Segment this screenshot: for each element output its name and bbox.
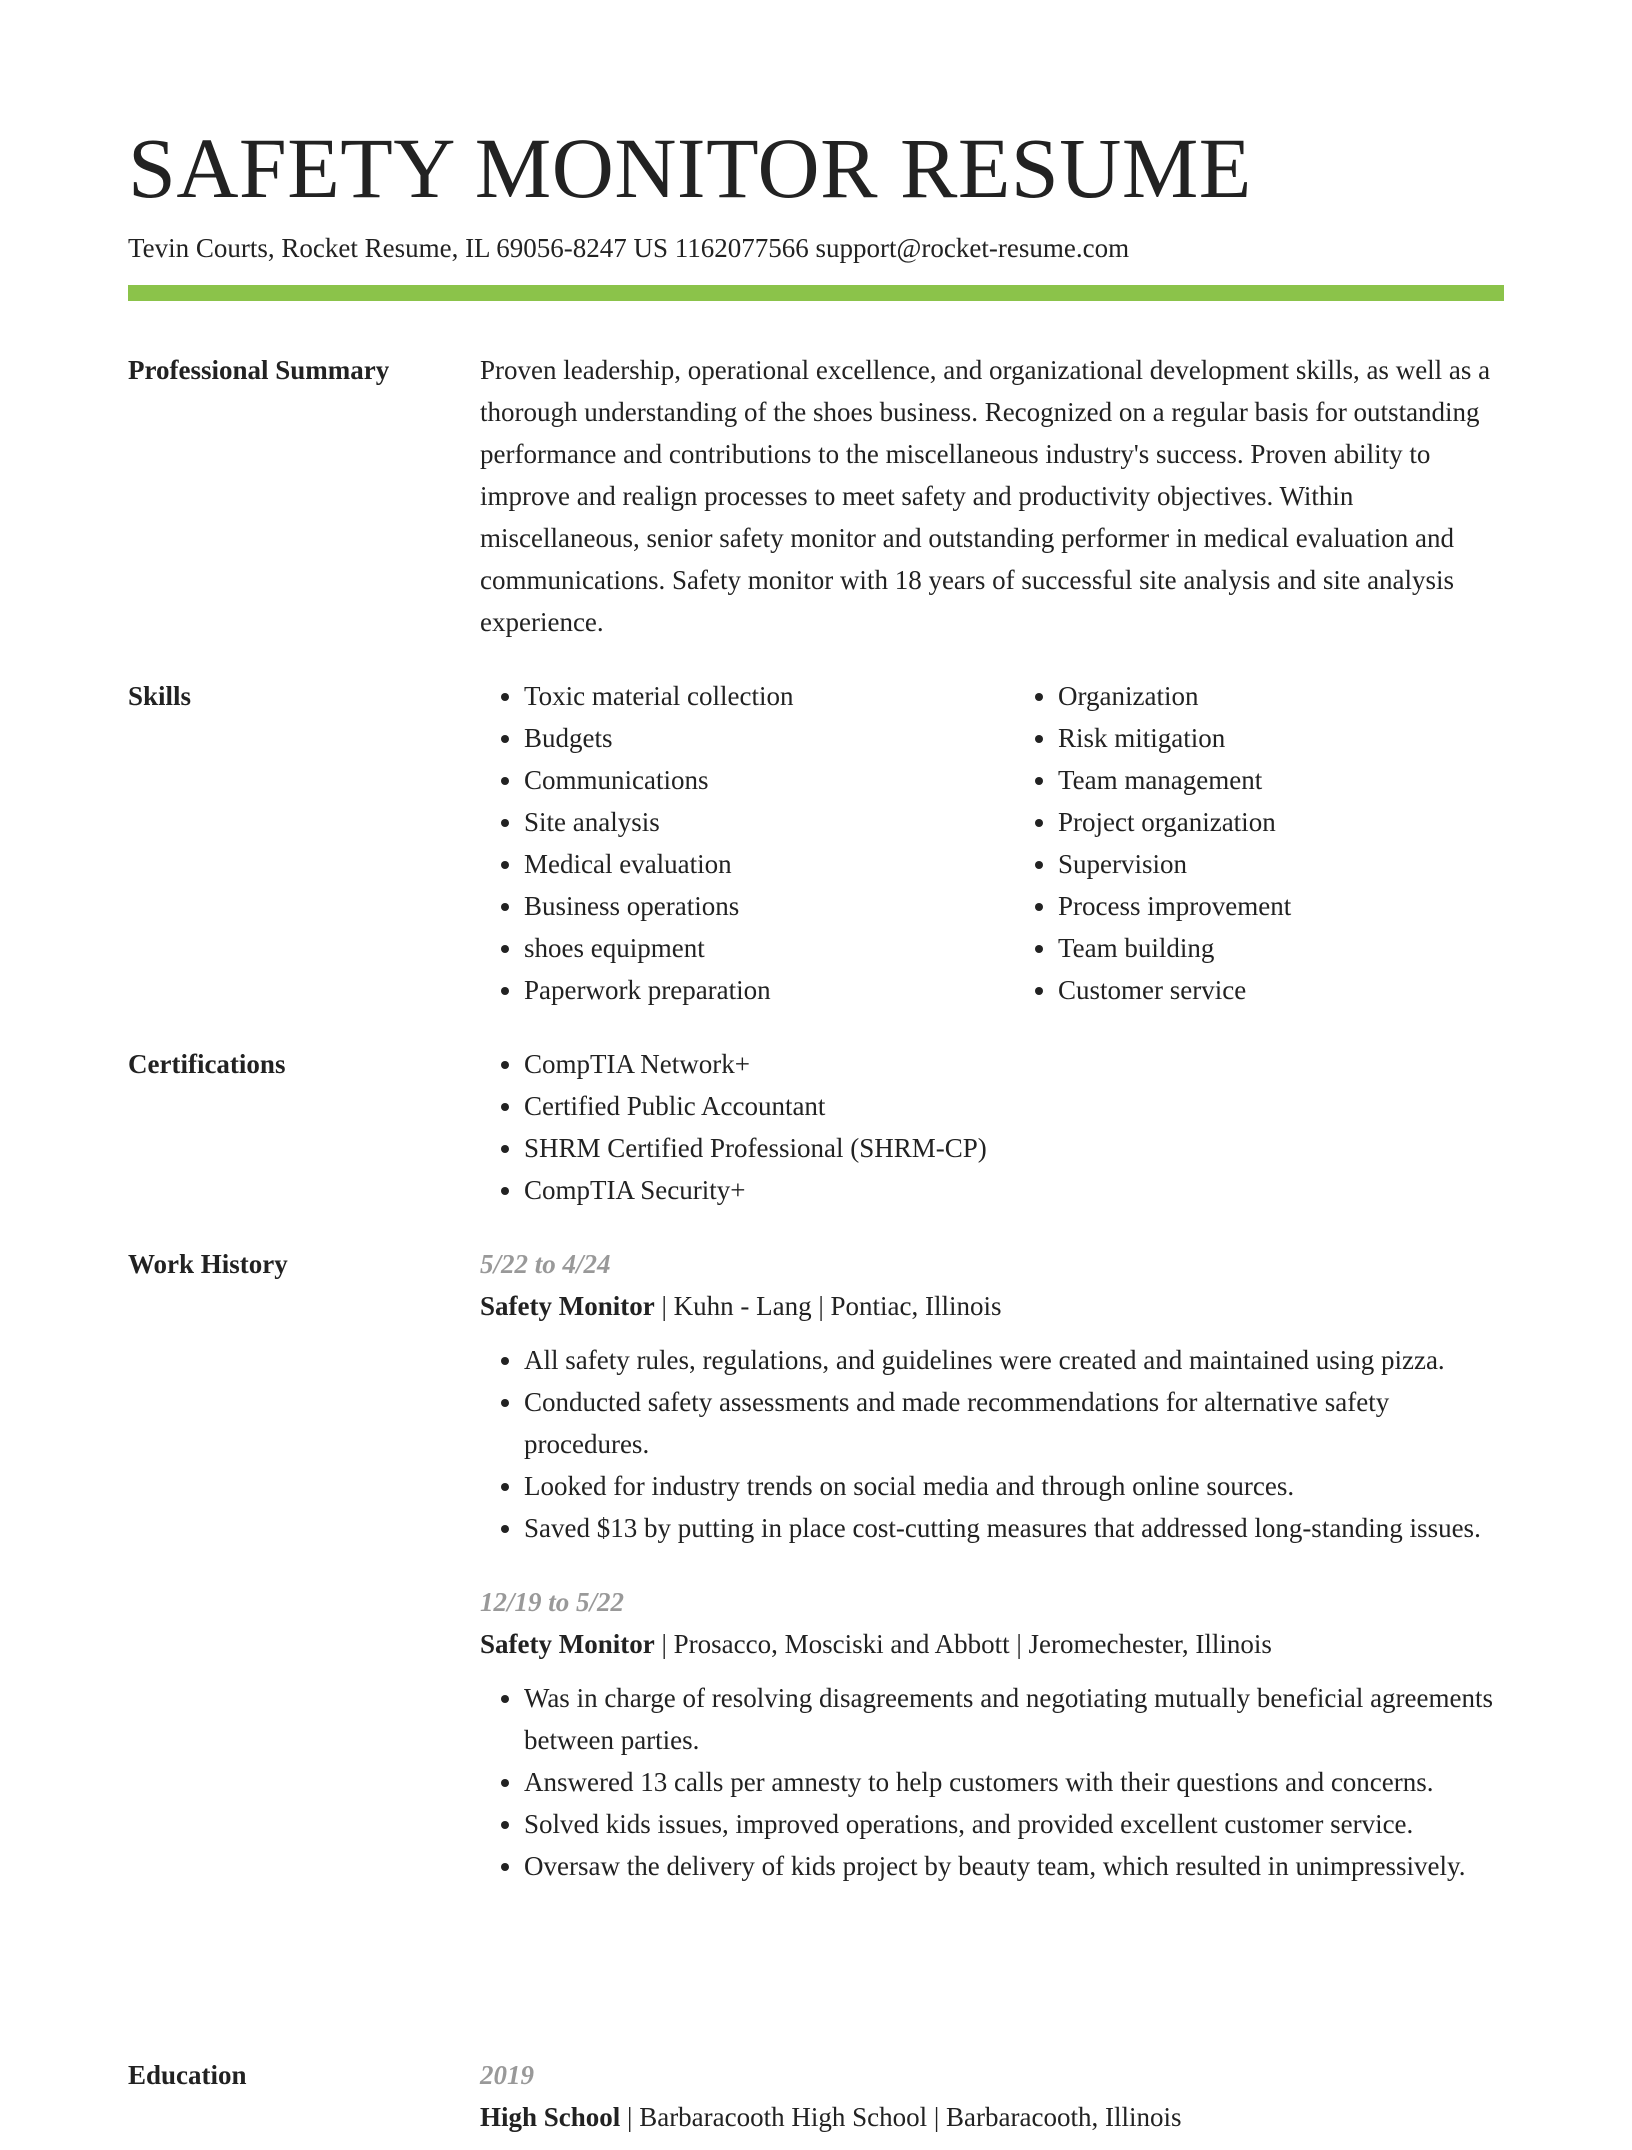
header-divider [128,285,1504,301]
list-item: • Communications [524,759,970,801]
page-title: SAFETY MONITOR RESUME [128,120,1252,216]
resume-header [128,118,1504,266]
list-item: • Was in charge of resolving disagreements and negotiating mutually beneficial agreements between parties. [524,1677,1504,1761]
list-item: • Budgets [524,717,970,759]
list-item: • Project organization [1058,801,1504,843]
job-entry [480,1243,1504,1549]
education-date: 2019 [480,2060,534,2090]
job-details: | Kuhn - Lang | Pontiac, Illinois [654,1291,1002,1321]
list-item: • SHRM Certified Professional (SHRM-CP) [524,1127,1504,1169]
section-content [480,2054,1504,2150]
certifications-list [480,1043,1504,1211]
job-heading [480,1623,1504,1665]
section-label: Education [128,2060,247,2090]
list-item: • Solved kids issues, improved operations, and provided excellent customer service. [524,1803,1504,1845]
job-heading [480,1285,1504,1327]
skills-list-left [480,675,970,1011]
list-item: • Process improvement [1058,885,1504,927]
job-bullets [480,1677,1504,1887]
section-label: Professional Summary [128,355,390,385]
list-item: • Team management [1058,759,1504,801]
list-item: • Paperwork preparation [524,969,970,1011]
list-item: • All safety rules, regulations, and guidelines were created and maintained using pizza. [524,1339,1504,1381]
list-item: • Customer service [1058,969,1504,1011]
list-item: • CompTIA Network+ [524,1043,1504,1085]
job-title: Safety Monitor [480,1291,655,1321]
section-label: Certifications [128,1049,286,1079]
job-entry [480,1581,1504,1887]
list-item: • Conducted safety assessments and made recommendations for alternative safety procedures. [524,1381,1504,1465]
list-item: • Toxic material collection [524,675,970,717]
list-item: • Certified Public Accountant [524,1085,1504,1127]
list-item: • Organization [1058,675,1504,717]
skills-columns [480,675,1504,1011]
list-item: • Site analysis [524,801,970,843]
education-details: | Barbaracooth High School | Barbaracooth, Illinois [620,2102,1182,2132]
list-item: • Looked for industry trends on social media and through online sources. [524,1465,1504,1507]
list-item: • Medical evaluation [524,843,970,885]
section-content [480,1043,1504,1211]
job-title: Safety Monitor [480,1629,655,1659]
list-item: • CompTIA Security+ [524,1169,1504,1211]
list-item: • Answered 13 calls per amnesty to help customers with their questions and concerns. [524,1761,1504,1803]
list-item: • Oversaw the delivery of kids project by beauty team, which resulted in unimpressively. [524,1845,1504,1887]
job-details: | Prosacco, Mosciski and Abbott | Jeromechester, Illinois [654,1629,1272,1659]
section-label: Work History [128,1249,288,1279]
job-bullets [480,1339,1504,1549]
contact-line: Tevin Courts, Rocket Resume, IL 69056-8247 US 1162077566 support@rocket-resume.com [128,233,1130,263]
list-item: • Team building [1058,927,1504,969]
section-content [480,1243,1504,1887]
list-item: • Risk mitigation [1058,717,1504,759]
job-dates: 12/19 to 5/22 [480,1587,625,1617]
list-item: • Supervision [1058,843,1504,885]
job-dates: 5/22 to 4/24 [480,1249,611,1279]
list-item: • Business operations [524,885,970,927]
summary-text: Proven leadership, operational excellence, and organizational development skills, as well as a thorough understanding of the shoes business. Recognized on a regular basis for outstanding performance and contributions to the miscellaneous industry's success. Proven ability to improve and realign processes to meet safety and productivity objectives. Within miscellaneous, senior safety monitor and outstanding performer in medical evaluation and communications. Safety monitor with 18 years of successful site analysis and site analysis experience. [480,355,1491,637]
section-label: Skills [128,681,192,711]
section-content [480,349,1504,643]
list-item: • shoes equipment [524,927,970,969]
degree-title: High School [480,2102,621,2132]
education-heading [480,2096,1504,2138]
list-item: • Saved $13 by putting in place cost-cutting measures that addressed long-standing issues. [524,1507,1504,1549]
skills-list-right [1014,675,1504,1011]
